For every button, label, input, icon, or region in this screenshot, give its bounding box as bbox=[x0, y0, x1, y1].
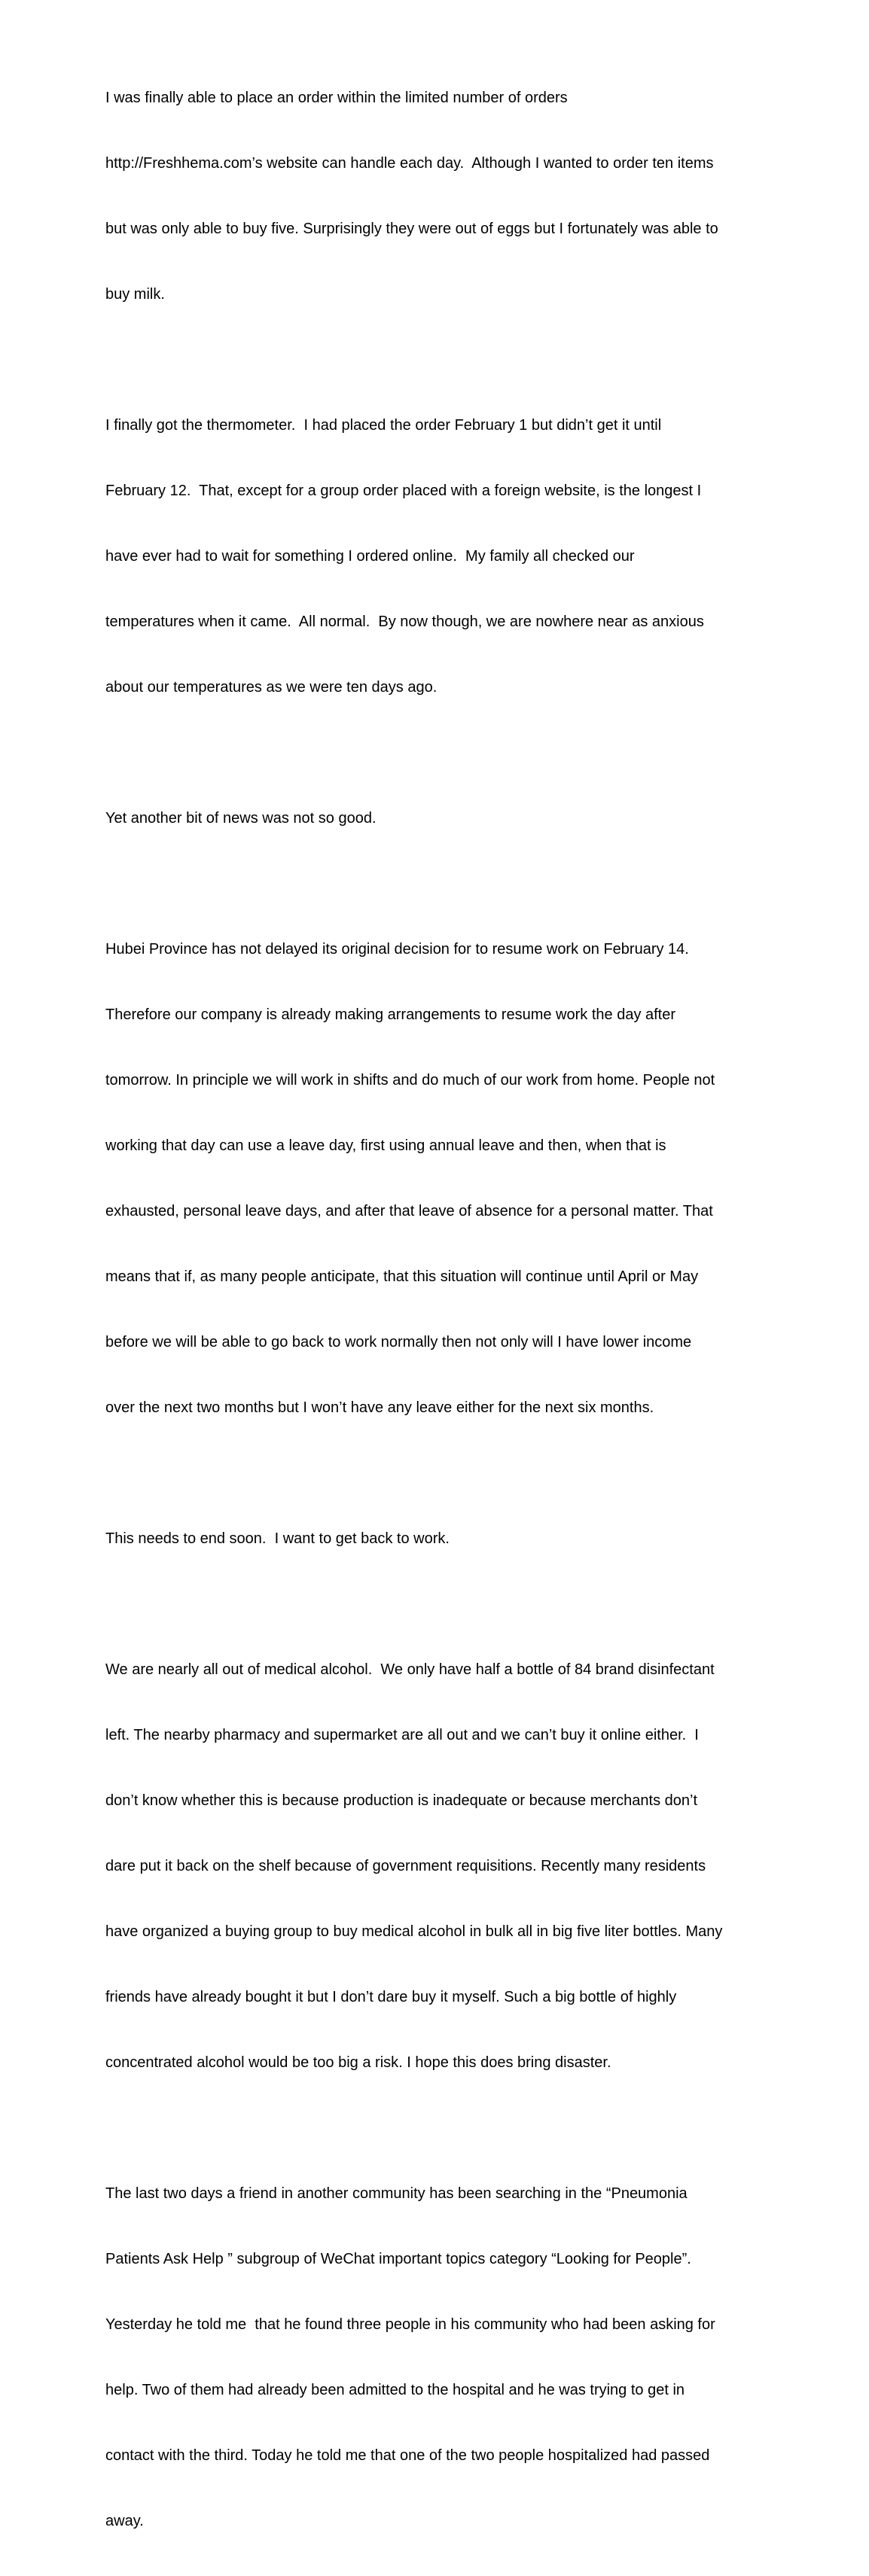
text-line: Yet another bit of news was not so good. bbox=[105, 810, 377, 827]
text-line: have organized a buying group to buy medical alcohol in bulk all in big five liter bottles. Many bbox=[105, 1923, 723, 1940]
text-line: about our temperatures as we were ten days ago. bbox=[105, 679, 438, 696]
text-line: I was finally able to place an order within the limited number of orders bbox=[105, 90, 568, 106]
text-line: exhausted, personal leave days, and after that leave of absence for a personal matter. That bbox=[105, 1203, 713, 1219]
text-line: Yesterday he told me that he found three people in his community who had been asking for bbox=[105, 2316, 715, 2333]
text-line: buy milk. bbox=[105, 286, 165, 303]
text-line: working that day can use a leave day, first using annual leave and then, when that is bbox=[105, 1137, 666, 1154]
paragraph-wechat-search bbox=[105, 2139, 772, 2576]
text-line: over the next two months but I won’t have any leave either for the next six months. bbox=[105, 1399, 654, 1416]
text-line: http://Freshhema.com’s website can handle each day. Although I wanted to order ten items bbox=[105, 155, 714, 172]
text-line: have ever had to wait for something I ordered online. My family all checked our bbox=[105, 548, 635, 565]
paragraph-medical-alcohol bbox=[105, 1615, 772, 2118]
text-line: The last two days a friend in another community has been searching in the “Pneumonia bbox=[105, 2185, 688, 2202]
paragraph-online-order bbox=[105, 44, 772, 349]
text-line: dare put it back on the shelf because of government requisitions. Recently many residents bbox=[105, 1858, 706, 1874]
text-line: We are nearly all out of medical alcohol. We only have half a bottle of 84 brand disinfectant bbox=[105, 1661, 715, 1678]
text-line: Patients Ask Help ” subgroup of WeChat important topics category “Looking for People”. bbox=[105, 2251, 691, 2267]
text-line: February 12. That, except for a group order placed with a foreign website, is the longest I bbox=[105, 483, 702, 499]
paragraph-resume-work bbox=[105, 895, 772, 1463]
text-line: This needs to end soon. I want to get back to work. bbox=[105, 1530, 450, 1547]
text-line: temperatures when it came. All normal. By now though, we are nowhere near as anxious bbox=[105, 614, 704, 630]
paragraph-end-soon bbox=[105, 1484, 772, 1594]
text-line: but was only able to buy five. Surprisingly they were out of eggs but I fortunately was able to bbox=[105, 221, 718, 237]
text-line: concentrated alcohol would be too big a risk. I hope this does bring disaster. bbox=[105, 2054, 611, 2071]
text-line: friends have already bought it but I don’t dare buy it myself. Such a big bottle of highly bbox=[105, 1989, 677, 2005]
paragraph-bad-news bbox=[105, 764, 772, 873]
paragraph-thermometer bbox=[105, 371, 772, 742]
text-line: means that if, as many people anticipate, that this situation will continue until April or May bbox=[105, 1268, 699, 1285]
document-body bbox=[105, 44, 772, 2576]
text-line: before we will be able to go back to work normally then not only will I have lower income bbox=[105, 1334, 692, 1350]
text-line: left. The nearby pharmacy and supermarket are all out and we can’t buy it online either. I bbox=[105, 1727, 699, 1743]
text-line: contact with the third. Today he told me that one of the two people hospitalized had passed bbox=[105, 2447, 710, 2464]
text-line: tomorrow. In principle we will work in shifts and do much of our work from home. People not bbox=[105, 1072, 715, 1089]
text-line: Therefore our company is already making arrangements to resume work the day after bbox=[105, 1006, 676, 1023]
text-line: away. bbox=[105, 2513, 144, 2529]
text-line: Hubei Province has not delayed its original decision for to resume work on February 14. bbox=[105, 941, 689, 958]
text-line: help. Two of them had already been admitted to the hospital and he was trying to get in bbox=[105, 2382, 685, 2398]
text-line: I finally got the thermometer. I had placed the order February 1 but didn’t get it until bbox=[105, 417, 662, 434]
text-line: don’t know whether this is because production is inadequate or because merchants don’t bbox=[105, 1792, 698, 1809]
